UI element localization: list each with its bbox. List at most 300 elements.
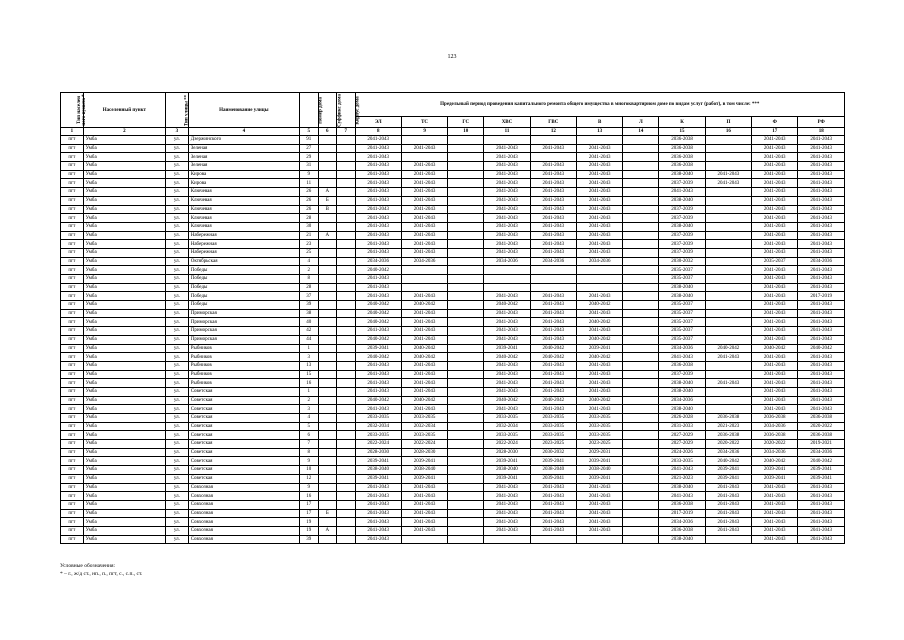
table-cell: 2037-2039 xyxy=(659,240,705,249)
column-number: 18 xyxy=(798,128,845,136)
table-cell: 2041-2043 xyxy=(798,162,845,171)
header-service: ХВС xyxy=(484,117,530,128)
table-cell: 2038-2040 xyxy=(576,466,622,475)
table-cell: Умба xyxy=(83,162,165,171)
table-cell xyxy=(623,466,659,475)
table-cell: 2041-2043 xyxy=(576,231,622,240)
table-cell: 2030-2032 xyxy=(530,448,576,457)
table-cell: 2041-2043 xyxy=(798,240,845,249)
table-cell: 2041-2043 xyxy=(705,526,751,535)
table-cell xyxy=(448,327,484,336)
table-row xyxy=(61,396,845,405)
table-cell: 2034-2036 xyxy=(659,396,705,405)
table-cell: 2040-2042 xyxy=(484,353,530,362)
table-cell xyxy=(448,205,484,214)
table-cell: 17 xyxy=(299,509,318,518)
table-cell xyxy=(337,518,356,527)
table-cell: пгт xyxy=(61,240,84,249)
table-cell: 2041-2043 xyxy=(530,335,576,344)
table-cell xyxy=(448,344,484,353)
table-cell: 2041-2043 xyxy=(752,353,798,362)
table-cell: ул. xyxy=(166,248,189,257)
table-cell xyxy=(448,188,484,197)
table-cell xyxy=(318,440,337,449)
table-cell xyxy=(318,179,337,188)
table-cell: 2041-2043 xyxy=(752,170,798,179)
table-cell: 2041-2043 xyxy=(705,500,751,509)
table-cell xyxy=(337,414,356,423)
table-cell xyxy=(337,500,356,509)
table-cell: ул. xyxy=(166,318,189,327)
table-cell: пгт xyxy=(61,422,84,431)
table-cell: 6 xyxy=(299,431,318,440)
table-cell xyxy=(623,474,659,483)
table-cell xyxy=(623,231,659,240)
table-cell: 2041-2043 xyxy=(355,188,401,197)
table-cell xyxy=(705,335,751,344)
table-cell: 2024-2026 xyxy=(659,448,705,457)
table-cell: 10 xyxy=(299,466,318,475)
table-cell: Умба xyxy=(83,440,165,449)
table-cell: 2041-2043 xyxy=(576,170,622,179)
table-cell xyxy=(337,370,356,379)
table-cell: 2041-2043 xyxy=(798,509,845,518)
table-cell: 2041-2043 xyxy=(355,483,401,492)
table-cell: 2033-2035 xyxy=(530,422,576,431)
table-cell: 2041-2043 xyxy=(798,318,845,327)
table-cell xyxy=(623,162,659,171)
table-row xyxy=(61,162,845,171)
table-cell: Умба xyxy=(83,405,165,414)
table-cell: Умба xyxy=(83,153,165,162)
table-cell: 2020-2022 xyxy=(705,440,751,449)
table-cell: 2041-2043 xyxy=(752,535,798,544)
table-cell: 2041-2043 xyxy=(355,240,401,249)
table-cell xyxy=(623,292,659,301)
table-cell xyxy=(337,248,356,257)
table-cell: Умба xyxy=(83,379,165,388)
table-cell: 2028-2030 xyxy=(355,448,401,457)
table-cell: 2040-2042 xyxy=(355,396,401,405)
table-cell xyxy=(448,309,484,318)
table-cell: 2039-2041 xyxy=(401,474,447,483)
table-cell: ул. xyxy=(166,422,189,431)
table-cell xyxy=(705,361,751,370)
table-cell: 2041-2043 xyxy=(576,292,622,301)
table-cell: 2041-2043 xyxy=(798,335,845,344)
table-row xyxy=(61,405,845,414)
capital-repair-table xyxy=(60,92,845,544)
table-cell: 2041-2043 xyxy=(484,248,530,257)
table-cell: 2041-2043 xyxy=(798,222,845,231)
table-cell: 2041-2043 xyxy=(355,144,401,153)
table-cell: Умба xyxy=(83,231,165,240)
table-cell: 2039-2041 xyxy=(484,344,530,353)
table-cell: пгт xyxy=(61,136,84,145)
table-cell xyxy=(318,136,337,145)
table-cell: 39 xyxy=(299,535,318,544)
table-cell xyxy=(337,196,356,205)
table-cell: 2041-2043 xyxy=(798,526,845,535)
table-cell: 2017-2019 xyxy=(798,292,845,301)
table-cell: 2041-2043 xyxy=(752,222,798,231)
table-cell: Совхозная xyxy=(188,526,299,535)
table-cell: 2041-2043 xyxy=(752,188,798,197)
table-cell: 2041-2043 xyxy=(798,144,845,153)
table-cell: 2041-2043 xyxy=(798,136,845,145)
table-row xyxy=(61,440,845,449)
table-cell xyxy=(448,466,484,475)
table-cell: пгт xyxy=(61,205,84,214)
header-suffix: Суффикс дома xyxy=(318,93,337,128)
table-cell xyxy=(337,440,356,449)
table-cell xyxy=(448,318,484,327)
table-cell xyxy=(337,448,356,457)
table-cell: Победы xyxy=(188,266,299,275)
table-cell: 2034-2036 xyxy=(705,448,751,457)
table-cell: Умба xyxy=(83,205,165,214)
table-cell: 2033-2035 xyxy=(576,431,622,440)
table-cell: 2036-2038 xyxy=(659,500,705,509)
table-cell: 2040-2042 xyxy=(576,301,622,310)
table-row xyxy=(61,266,845,275)
table-cell xyxy=(530,275,576,284)
table-cell: 2041-2043 xyxy=(401,483,447,492)
table-cell: пгт xyxy=(61,518,84,527)
table-cell: 2035-2037 xyxy=(659,275,705,284)
table-cell xyxy=(705,222,751,231)
table-cell: Умба xyxy=(83,266,165,275)
table-cell xyxy=(337,257,356,266)
table-cell: 2041-2043 xyxy=(530,179,576,188)
table-cell: 2040-2042 xyxy=(798,344,845,353)
table-row xyxy=(61,457,845,466)
table-cell xyxy=(623,344,659,353)
table-cell xyxy=(530,266,576,275)
table-cell: 42 xyxy=(299,327,318,336)
table-cell xyxy=(448,405,484,414)
table-cell xyxy=(401,283,447,292)
table-cell: пгт xyxy=(61,318,84,327)
table-cell xyxy=(318,361,337,370)
table-cell: Кирова xyxy=(188,170,299,179)
table-cell: пгт xyxy=(61,283,84,292)
table-cell: 2041-2043 xyxy=(530,301,576,310)
table-cell: 17 xyxy=(299,500,318,509)
table-cell xyxy=(705,257,751,266)
table-cell: В xyxy=(318,205,337,214)
table-cell: Победы xyxy=(188,275,299,284)
table-cell xyxy=(705,292,751,301)
table-cell: 2041-2043 xyxy=(530,361,576,370)
table-cell: 28 xyxy=(299,214,318,223)
table-cell xyxy=(337,492,356,501)
table-cell xyxy=(623,535,659,544)
table-cell: 2035-2037 xyxy=(659,266,705,275)
table-cell xyxy=(337,457,356,466)
table-cell: 2040-2042 xyxy=(752,457,798,466)
table-cell xyxy=(318,335,337,344)
table-cell: 2041-2043 xyxy=(576,309,622,318)
column-number: 15 xyxy=(659,128,705,136)
table-cell: 2041-2043 xyxy=(798,518,845,527)
table-cell: 2039-2041 xyxy=(355,474,401,483)
table-row xyxy=(61,379,845,388)
table-cell: Умба xyxy=(83,309,165,318)
table-cell: 2022-2024 xyxy=(355,440,401,449)
table-cell: 2041-2043 xyxy=(752,179,798,188)
table-cell: 2041-2043 xyxy=(401,292,447,301)
table-cell: 2041-2043 xyxy=(484,405,530,414)
table-cell: 2041-2043 xyxy=(530,309,576,318)
table-cell: 16 xyxy=(299,379,318,388)
table-cell: 2041-2043 xyxy=(576,205,622,214)
table-cell: 3 xyxy=(299,405,318,414)
table-cell: 2041-2043 xyxy=(705,518,751,527)
table-cell: 13 xyxy=(299,361,318,370)
table-cell: 2033-2035 xyxy=(530,414,576,423)
table-cell: 2022-2024 xyxy=(401,440,447,449)
table-cell: ул. xyxy=(166,457,189,466)
table-cell: ул. xyxy=(166,518,189,527)
table-cell: Ключевая xyxy=(188,214,299,223)
table-cell: ул. xyxy=(166,466,189,475)
table-cell: Советская xyxy=(188,474,299,483)
table-cell: Советская xyxy=(188,440,299,449)
table-cell xyxy=(623,318,659,327)
table-cell: Ключевая xyxy=(188,196,299,205)
table-cell xyxy=(705,144,751,153)
column-number: 9 xyxy=(401,128,447,136)
table-cell xyxy=(318,301,337,310)
table-cell: 2039-2041 xyxy=(484,457,530,466)
header-period-title: Предельный период проведения капитального ремонта общего имущества в многоквартирном доме по видам услуг (работ), в том числе: *** xyxy=(355,93,844,117)
table-cell: 26 xyxy=(299,188,318,197)
table-cell: 2041-2043 xyxy=(530,327,576,336)
table-cell: 2026-2028 xyxy=(659,414,705,423)
table-cell xyxy=(623,196,659,205)
table-cell: 2034-2036 xyxy=(752,422,798,431)
table-cell: Совхозная xyxy=(188,483,299,492)
table-cell: 2041-2043 xyxy=(752,248,798,257)
table-cell: Умба xyxy=(83,170,165,179)
table-cell xyxy=(623,526,659,535)
table-cell: 2041-2043 xyxy=(576,370,622,379)
table-cell xyxy=(484,136,530,145)
table-cell: ул. xyxy=(166,196,189,205)
table-cell: 2041-2043 xyxy=(705,170,751,179)
table-cell: 2041-2043 xyxy=(530,318,576,327)
table-row xyxy=(61,257,845,266)
table-cell: Советская xyxy=(188,405,299,414)
table-cell xyxy=(318,222,337,231)
table-cell xyxy=(448,335,484,344)
table-cell: 2040-2042 xyxy=(576,318,622,327)
table-cell: пгт xyxy=(61,483,84,492)
table-cell xyxy=(623,248,659,257)
table-row xyxy=(61,309,845,318)
table-cell: 2036-2038 xyxy=(752,414,798,423)
table-cell: ул. xyxy=(166,379,189,388)
table-cell: пгт xyxy=(61,353,84,362)
table-cell: 2038-2040 xyxy=(484,466,530,475)
table-cell xyxy=(318,500,337,509)
table-cell xyxy=(318,422,337,431)
table-cell: 2041-2043 xyxy=(484,162,530,171)
table-cell: ул. xyxy=(166,266,189,275)
table-cell: 2041-2043 xyxy=(401,196,447,205)
table-cell: ул. xyxy=(166,387,189,396)
table-cell: 2033-2035 xyxy=(484,431,530,440)
table-cell: 2023-2025 xyxy=(530,440,576,449)
table-cell xyxy=(337,162,356,171)
table-cell: 2031-2033 xyxy=(659,422,705,431)
table-cell xyxy=(318,466,337,475)
table-cell: ул. xyxy=(166,179,189,188)
table-cell: 2040-2042 xyxy=(530,344,576,353)
table-cell xyxy=(318,483,337,492)
table-row xyxy=(61,361,845,370)
table-cell: 2027-2029 xyxy=(659,431,705,440)
table-cell xyxy=(448,301,484,310)
table-cell: Умба xyxy=(83,526,165,535)
table-cell xyxy=(623,492,659,501)
table-cell: пгт xyxy=(61,448,84,457)
table-cell: пгт xyxy=(61,214,84,223)
table-cell: 2041-2043 xyxy=(576,153,622,162)
table-cell: 2041-2043 xyxy=(752,509,798,518)
table-cell xyxy=(337,170,356,179)
table-cell: 2041-2043 xyxy=(355,492,401,501)
table-cell: 19 xyxy=(299,526,318,535)
table-cell xyxy=(530,283,576,292)
header-service: П xyxy=(705,117,751,128)
table-cell: 2041-2043 xyxy=(798,387,845,396)
table-cell: 2041-2043 xyxy=(752,387,798,396)
table-row xyxy=(61,196,845,205)
table-cell xyxy=(576,136,622,145)
table-cell: 12 xyxy=(299,474,318,483)
table-cell: Умба xyxy=(83,283,165,292)
table-cell: ул. xyxy=(166,500,189,509)
table-cell: 2041-2043 xyxy=(401,379,447,388)
table-cell: ул. xyxy=(166,205,189,214)
table-cell: 2039-2041 xyxy=(752,474,798,483)
table-cell: 2 xyxy=(299,266,318,275)
table-cell: 2041-2043 xyxy=(484,240,530,249)
table-cell xyxy=(337,292,356,301)
table-cell: Умба xyxy=(83,327,165,336)
table-cell: пгт xyxy=(61,179,84,188)
table-cell: Б xyxy=(318,196,337,205)
table-cell: 2041-2043 xyxy=(576,179,622,188)
table-cell: 7 xyxy=(299,440,318,449)
table-cell: пгт xyxy=(61,405,84,414)
table-cell xyxy=(448,292,484,301)
table-cell: 2041-2043 xyxy=(484,500,530,509)
table-cell xyxy=(623,457,659,466)
table-cell: 2040-2042 xyxy=(705,344,751,353)
table-cell: 26 xyxy=(299,205,318,214)
column-number: 12 xyxy=(530,128,576,136)
table-cell xyxy=(623,283,659,292)
table-cell: 2036-2038 xyxy=(659,162,705,171)
table-cell xyxy=(623,170,659,179)
table-cell: пгт xyxy=(61,414,84,423)
table-cell xyxy=(318,240,337,249)
table-cell: 2033-2035 xyxy=(355,431,401,440)
table-cell xyxy=(705,275,751,284)
table-cell: 2041-2043 xyxy=(576,405,622,414)
table-cell: 2038-2040 xyxy=(401,466,447,475)
table-cell xyxy=(337,327,356,336)
table-cell: 2032-2034 xyxy=(484,422,530,431)
column-number: 16 xyxy=(705,128,751,136)
table-cell: Умба xyxy=(83,188,165,197)
table-row xyxy=(61,387,845,396)
header-service: ГВС xyxy=(530,117,576,128)
table-cell xyxy=(484,266,530,275)
table-cell: пгт xyxy=(61,500,84,509)
table-cell xyxy=(705,136,751,145)
table-cell xyxy=(448,422,484,431)
table-cell xyxy=(705,214,751,223)
table-cell xyxy=(576,275,622,284)
table-cell: 2041-2043 xyxy=(752,153,798,162)
table-cell: 2040-2042 xyxy=(355,301,401,310)
table-cell: ул. xyxy=(166,136,189,145)
table-cell: 2032-2034 xyxy=(355,422,401,431)
table-cell xyxy=(401,153,447,162)
table-cell: пгт xyxy=(61,379,84,388)
table-cell: 2041-2043 xyxy=(401,222,447,231)
table-cell: 2041-2043 xyxy=(752,309,798,318)
column-number: 8 xyxy=(355,128,401,136)
table-cell: пгт xyxy=(61,275,84,284)
table-cell xyxy=(530,136,576,145)
table-cell: 2039-2041 xyxy=(576,457,622,466)
table-cell: 2041-2043 xyxy=(752,283,798,292)
table-cell: 2039-2041 xyxy=(401,457,447,466)
table-cell: Дзержинского xyxy=(188,136,299,145)
table-cell xyxy=(705,301,751,310)
table-cell: 2041-2043 xyxy=(530,387,576,396)
table-cell xyxy=(623,327,659,336)
table-cell: 2037-2039 xyxy=(659,231,705,240)
table-cell xyxy=(448,275,484,284)
table-cell: 2039-2041 xyxy=(798,466,845,475)
table-cell: 2039-2041 xyxy=(576,344,622,353)
table-cell xyxy=(705,240,751,249)
table-cell: ул. xyxy=(166,492,189,501)
table-cell: 2041-2043 xyxy=(530,205,576,214)
table-cell xyxy=(337,526,356,535)
table-cell: Рыбников xyxy=(188,344,299,353)
table-row xyxy=(61,483,845,492)
notes-title: Условные обозначения: xyxy=(60,563,116,569)
table-cell: 2041-2043 xyxy=(752,526,798,535)
table-cell: 2038-2040 xyxy=(659,387,705,396)
table-cell xyxy=(623,214,659,223)
table-cell: 2040-2042 xyxy=(705,457,751,466)
table-cell: пгт xyxy=(61,526,84,535)
table-cell: 2041-2043 xyxy=(484,205,530,214)
table-cell: ул. xyxy=(166,483,189,492)
table-row xyxy=(61,414,845,423)
table-cell: 2041-2043 xyxy=(401,188,447,197)
table-cell: Умба xyxy=(83,214,165,223)
table-cell xyxy=(623,240,659,249)
